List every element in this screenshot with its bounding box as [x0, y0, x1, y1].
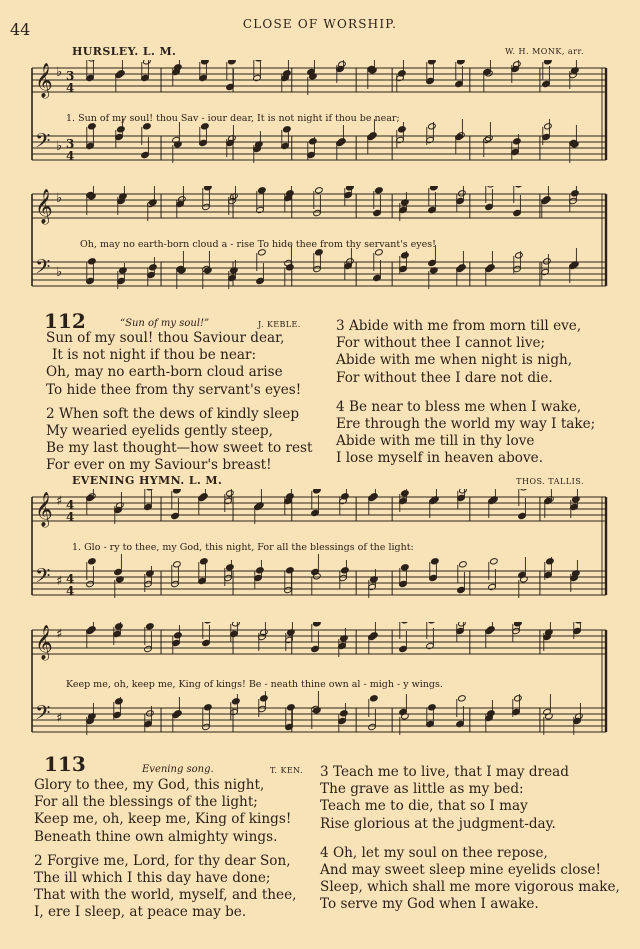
- note-head: [546, 558, 555, 565]
- note-head: [457, 60, 466, 65]
- note-head: [487, 626, 496, 633]
- sharp-sign-icon: ♯: [56, 711, 63, 726]
- note-head: [88, 60, 97, 62]
- verse-line: Sleep, which shall me more vigorous make,: [320, 879, 620, 896]
- verse-line: For all the blessings of the light;: [34, 794, 258, 811]
- note-head: [341, 493, 350, 500]
- note-head: [431, 558, 440, 565]
- lyrics-hursley-line-2: Oh, may no earth-born cloud a - rise To hide thee from thy servant's eyes!: [80, 239, 436, 250]
- flat-sign-icon: ♭: [56, 65, 63, 80]
- note-head: [146, 710, 155, 717]
- note-head: [309, 138, 318, 145]
- note-head: [544, 60, 553, 65]
- note-head: [338, 138, 347, 145]
- bass-clef-icon: 𝄢: [35, 701, 51, 729]
- note-head: [338, 61, 347, 68]
- treble-clef-icon: 𝄞: [35, 492, 53, 527]
- treble-clef-icon: 𝄞: [35, 63, 53, 98]
- note-head: [88, 626, 97, 633]
- note-head: [286, 264, 295, 271]
- note-head: [200, 558, 209, 565]
- verse-line: 4 Be near to bless me when I wake,: [336, 398, 582, 415]
- lyrics-hursley-line-1: 1. Sun of my soul! thou Sav - iour dear, It is not night if thou be near;: [66, 113, 400, 124]
- verse-line: 2 Forgive me, Lord, for thy dear Son,: [34, 852, 291, 869]
- lyrics-evening-line-1: 1. Glo - ry to thee, my God, this night, For all the blessings of the light:: [72, 542, 414, 553]
- note-head: [204, 622, 213, 624]
- verse-line: Rise glorious at the judgment-day.: [320, 815, 556, 832]
- note-head: [256, 567, 265, 574]
- note-head: [401, 490, 410, 497]
- note-head: [346, 186, 355, 191]
- time-signature-denominator: 4: [66, 510, 75, 524]
- note-head: [346, 258, 355, 265]
- time-signature-numerator: 4: [66, 572, 75, 586]
- note-head: [88, 558, 97, 565]
- treble-clef-icon: 𝄞: [35, 625, 53, 660]
- note-head: [428, 60, 437, 65]
- note-head: [204, 186, 213, 191]
- note-head: [226, 490, 235, 497]
- bass-clef-icon: 𝄢: [35, 255, 51, 283]
- hymn-113-subtitle: Evening song.: [142, 764, 214, 775]
- note-head: [228, 60, 237, 65]
- hymn-112-author: J. KEBLE.: [258, 320, 301, 329]
- note-head: [283, 126, 292, 133]
- note-head: [487, 710, 496, 717]
- hymn-number-113: 113: [44, 752, 86, 776]
- verse-line: Keep me, oh, keep me, King of kings!: [34, 811, 292, 828]
- note-head: [514, 622, 523, 627]
- flat-sign-icon: ♭: [56, 191, 63, 206]
- composer-tallis: THOS. TALLIS.: [516, 477, 584, 486]
- sharp-sign-icon: ♯: [56, 574, 63, 589]
- note-head: [513, 138, 522, 145]
- verse-line: Be my last thought—how sweet to rest: [46, 440, 313, 457]
- verse-line: 3 Abide with me from morn till eve,: [336, 318, 582, 334]
- hymn-number-112: 112: [44, 309, 86, 333]
- verse-line: The grave as little as my bed:: [320, 781, 524, 798]
- note-head: [520, 489, 529, 491]
- note-head: [401, 564, 410, 571]
- sharp-sign-icon: ♯: [56, 627, 63, 642]
- note-head: [146, 623, 155, 630]
- note-head: [174, 632, 183, 639]
- note-head: [370, 695, 379, 702]
- verse-line: My wearied eyelids gently steep,: [46, 422, 273, 439]
- hymn-113-author: T. KEN.: [270, 766, 303, 775]
- verse-line: To hide thee from thy servant's eyes!: [46, 381, 302, 398]
- time-signature-numerator: 4: [66, 498, 75, 512]
- verse-line: Sun of my soul! thou Saviour dear,: [46, 330, 285, 346]
- note-head: [286, 493, 295, 500]
- note-head: [459, 561, 468, 568]
- tune-name-evening-hymn: EVENING HYMN. L. M.: [72, 474, 223, 487]
- time-signature-numerator: 3: [66, 137, 75, 151]
- verse-line: I, ere I sleep, at peace may be.: [34, 904, 247, 921]
- note-head: [458, 695, 467, 702]
- note-head: [487, 186, 496, 188]
- note-head: [226, 564, 235, 571]
- page-number: 44: [10, 20, 31, 39]
- time-signature-numerator: 3: [66, 69, 75, 83]
- time-signature-denominator: 4: [66, 81, 75, 95]
- note-head: [174, 710, 183, 717]
- note-head: [430, 186, 439, 191]
- verse-line: To serve my God when I awake.: [320, 896, 539, 913]
- verse-line: Abide with me when night is nigh,: [336, 352, 573, 369]
- flat-sign-icon: ♭: [56, 139, 63, 154]
- note-head: [146, 489, 155, 491]
- note-head: [174, 64, 183, 71]
- treble-clef-icon: 𝄞: [35, 189, 53, 224]
- note-head: [341, 567, 350, 574]
- note-head: [428, 704, 437, 711]
- note-head: [458, 622, 467, 627]
- verse-line: That with the world, myself, and thee,: [34, 887, 297, 904]
- composer-monk: W. H. MONK, arr.: [505, 47, 584, 56]
- note-head: [286, 567, 295, 574]
- hymn-113-left-verses: [34, 777, 296, 922]
- verse-line: Ere through the world my way I take;: [336, 415, 596, 432]
- verse-line: And may sweet sleep mine eyelids close!: [320, 861, 601, 878]
- note-head: [514, 695, 523, 702]
- hymn-112-subtitle: “Sun of my soul!”: [120, 318, 210, 329]
- note-head: [173, 489, 182, 494]
- note-head: [401, 622, 410, 624]
- note-head: [459, 489, 468, 494]
- verse-line: For without thee I dare not die.: [336, 369, 553, 386]
- note-head: [575, 622, 584, 624]
- note-head: [204, 704, 213, 711]
- note-head: [313, 622, 322, 627]
- note-head: [515, 252, 524, 259]
- note-head: [117, 126, 126, 133]
- note-head: [370, 493, 379, 500]
- note-head: [513, 61, 522, 68]
- note-head: [369, 132, 378, 139]
- verse-line: It is not night if thou be near:: [52, 347, 257, 364]
- verse-line: For ever on my Saviour's breast!: [46, 457, 272, 474]
- time-signature-denominator: 4: [66, 584, 75, 598]
- note-head: [143, 60, 152, 65]
- note-head: [283, 70, 292, 77]
- note-head: [115, 623, 124, 630]
- note-head: [201, 60, 210, 65]
- hymn-112-right-verses: [336, 318, 595, 468]
- note-head: [571, 190, 580, 197]
- note-head: [200, 493, 209, 500]
- verse-line: 4 Oh, let my soul on thee repose,: [320, 844, 548, 861]
- note-head: [260, 695, 269, 702]
- note-head: [543, 196, 552, 203]
- note-head: [149, 264, 158, 271]
- note-head: [287, 704, 296, 711]
- verse-line: 3 Teach me to live, that I may dread: [320, 764, 569, 780]
- note-head: [428, 622, 437, 624]
- note-head: [178, 196, 187, 203]
- hymn-113-right-verses: [320, 764, 620, 914]
- verse-line: For without thee I cannot live;: [336, 335, 546, 352]
- note-head: [401, 252, 410, 259]
- note-head: [490, 558, 499, 565]
- note-head: [117, 70, 126, 77]
- note-head: [232, 622, 241, 627]
- verse-line: The ill which I this day have done;: [34, 869, 271, 886]
- verse-line: Oh, may no earth-born cloud arise: [46, 364, 283, 381]
- verse-line: 2 When soft the dews of kindly sleep: [46, 405, 300, 422]
- note-head: [173, 561, 182, 568]
- running-head: CLOSE OF WORSHIP.: [242, 17, 398, 31]
- verse-line: I lose myself in heaven above.: [336, 450, 544, 467]
- note-head: [286, 190, 295, 197]
- note-head: [88, 258, 97, 265]
- time-signature-denominator: 4: [66, 149, 75, 163]
- note-head: [115, 698, 124, 705]
- note-head: [313, 489, 322, 494]
- note-head: [398, 70, 407, 77]
- verse-line: Teach me to die, that so I may: [320, 798, 528, 815]
- hymn-112-left-verses: [46, 330, 312, 475]
- note-head: [370, 632, 379, 639]
- bass-clef-icon: 𝄢: [35, 564, 51, 592]
- note-head: [315, 187, 324, 194]
- verse-line: Glory to thee, my God, this night,: [34, 777, 265, 793]
- note-head: [232, 698, 241, 705]
- verse-line: Abide with me till in thy love: [336, 433, 535, 450]
- note-head: [398, 126, 407, 133]
- lyrics-evening-line-2: Keep me, oh, keep me, King of kings! Be - neath thine own al - migh - y wings.: [66, 679, 443, 690]
- note-head: [258, 187, 267, 194]
- bass-clef-icon: 𝄢: [35, 129, 51, 157]
- flat-sign-icon: ♭: [56, 265, 63, 280]
- note-head: [340, 710, 349, 717]
- tune-name-hursley: HURSLEY. L. M.: [72, 45, 177, 58]
- verse-line: Beneath thine own almighty wings.: [34, 828, 278, 845]
- note-head: [487, 264, 496, 271]
- note-head: [458, 190, 467, 197]
- sharp-sign-icon: ♯: [56, 494, 63, 509]
- note-head: [255, 60, 264, 62]
- note-head: [543, 258, 552, 265]
- note-head: [375, 187, 384, 194]
- note-head: [458, 264, 467, 271]
- note-head: [515, 186, 524, 188]
